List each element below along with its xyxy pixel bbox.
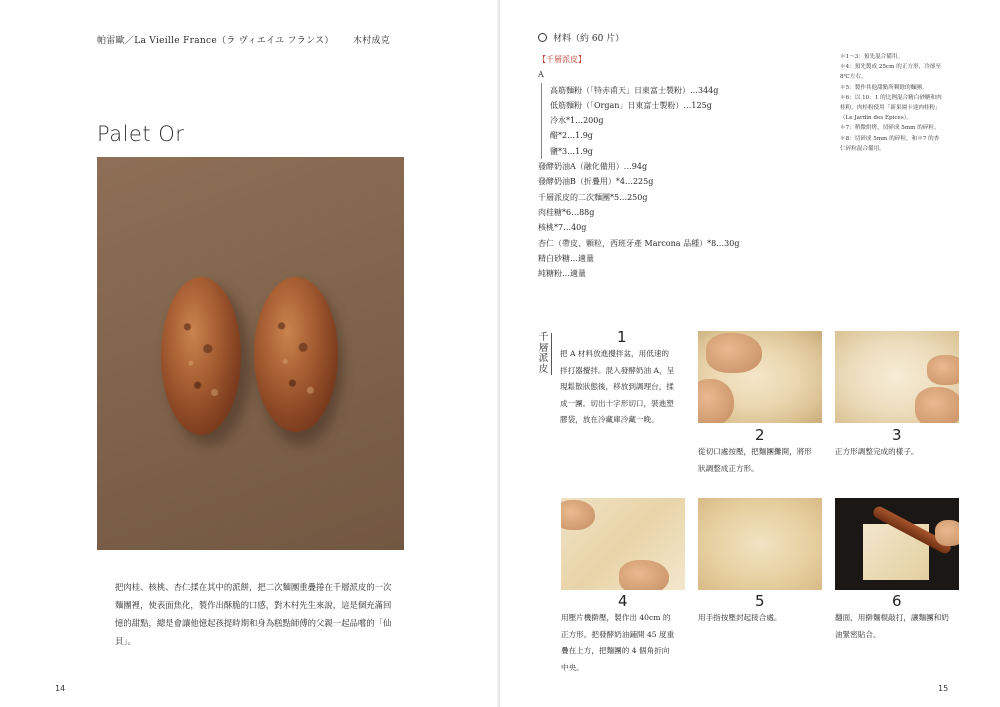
page-title: Palet Or <box>97 122 185 146</box>
step-line: 中央。 <box>561 662 584 672</box>
group-label: A <box>538 70 544 80</box>
method-label: 千層派皮 <box>538 333 552 375</box>
ingredient-item: 杏仁（帶皮、顆粒，西班牙產 Marcona 品種）*8…30g <box>538 238 740 248</box>
intro-line: 憶的甜點，總是會讓他憶起孩提時期和身為糕點師傅的父親一起品嚐的「仙 <box>115 618 392 628</box>
footnote-line: ＊4：預先製成 25cm 的正方形，冷卻至 <box>840 64 941 71</box>
ingredient-item: 發酵奶油B（折疊用）*4…225g <box>538 177 654 187</box>
ingredient-item: 發酵奶油A（融化備用）…94g <box>538 162 648 172</box>
step-line: 翻面，用擀麵棍敲打，讓麵團和奶 <box>835 613 949 622</box>
step-2-photo <box>698 331 822 423</box>
step-line: 膠袋，放在冷藏庫冷藏一晚。 <box>560 415 659 424</box>
intro-line: 貝」。 <box>115 636 136 646</box>
step-line: 正方形調整完成的樣子。 <box>835 447 919 456</box>
intro-line: 把肉桂、核桃、杏仁揉在其中的派餅，把二次麵團重疊捲在千層派皮的一次 <box>115 582 392 592</box>
group-a-items <box>541 83 828 159</box>
step-number: 2 <box>755 426 765 444</box>
step-line: 成一團。切出十字形切口，裝進塑 <box>560 398 674 408</box>
step-line: 把 A 材料放進攪拌盆，用低速的 <box>560 349 670 358</box>
intro-line: 麵團裡，使表面焦化，製作出酥脆的口感，對木村先生來說，這是個充滿回 <box>115 600 392 610</box>
cookie-image <box>161 277 241 435</box>
step-number: 5 <box>755 592 765 610</box>
step-line: 正方形。把發酵奶油鋪開 45 度重 <box>561 629 675 639</box>
step-5-photo <box>698 498 822 590</box>
footnote-line: 桂粉。肉桂粉使用「新果園卡達肉桂粉」 <box>840 105 941 112</box>
ingredients-heading <box>538 31 624 44</box>
page-number: 15 <box>938 684 949 693</box>
ingredient-item: 低筋麵粉（「Organ」日東富士製粉）…125g <box>550 100 712 110</box>
footnote-line: ＊5：製作其他甜點所剩餘的麵團。 <box>840 84 928 91</box>
step-line: 油緊密貼合。 <box>835 629 881 639</box>
step-line: 用壓片機擀壓，製作出 40cm 的 <box>561 613 671 622</box>
ingredient-item: 千層派皮的二次麵團*5…250g <box>538 192 648 202</box>
ingredients-list <box>538 52 828 281</box>
author-name: 木村成克 <box>352 36 391 46</box>
step-line: 用手指按壓封起接合處。 <box>698 613 782 622</box>
step-number: 3 <box>892 426 902 444</box>
ingredient-item: 核桃*7…40g <box>538 223 587 233</box>
running-head <box>97 33 390 46</box>
step-number: 4 <box>618 592 628 610</box>
footnote-line: （Le Jardin des Epices）。 <box>840 115 913 122</box>
ingredient-item: 純糖粉…適量 <box>538 269 586 279</box>
step-line: 從切口處按壓，把麵團攤開，將形 <box>698 447 812 456</box>
ingredient-item: 肉桂糖*6…88g <box>538 207 595 217</box>
ingredient-item: 醋*2…1.9g <box>550 131 593 141</box>
circle-bullet-icon <box>538 33 547 42</box>
product-photo <box>97 157 404 550</box>
step-4-photo <box>561 498 685 590</box>
footnote-line: ＊6：以 10：1 的比例混合精白砂糖和肉 <box>840 94 942 101</box>
step-6-text <box>835 610 965 643</box>
footnote-line: 仁碎粒混合備用。 <box>840 145 885 152</box>
step-2-text <box>698 444 828 477</box>
step-line: 拌打器攪拌。混入發酵奶油 A，呈 <box>560 365 675 375</box>
ingredient-item: 鹽*3…1.9g <box>550 146 593 156</box>
footnote-line: ＊1～3：預先混合備用。 <box>840 54 904 60</box>
footnotes <box>840 52 965 154</box>
step-5-text <box>698 610 828 627</box>
step-number: 1 <box>617 328 627 346</box>
step-line: 疊在上方，把麵團的 4 個角折向 <box>561 646 670 655</box>
step-6-photo <box>835 498 959 590</box>
step-3-text <box>835 444 965 461</box>
step-line: 現鬆散狀態後，移放到調理台，揉 <box>560 382 674 391</box>
ingredients-title: 材料（約 60 片） <box>553 34 625 44</box>
right-page <box>500 0 1000 707</box>
ingredient-item: 精白砂糖…適量 <box>538 253 594 263</box>
ingredient-item: 高筋麵粉（「特赤甫天」日東富士製粉）…344g <box>550 85 719 95</box>
step-1-text <box>560 346 690 429</box>
footnote-line: 8℃左右。 <box>840 74 867 81</box>
cookie-image <box>254 277 338 432</box>
footnote-line: ＊7：稍微烘烤，切碎成 5mm 的碎粒。 <box>840 125 940 132</box>
step-number: 6 <box>892 592 902 610</box>
shop-name: 帕雷歐／La Vieille France（ラ ヴィエイユ フランス） <box>97 36 334 46</box>
ingredient-item: 冷水*1…200g <box>550 116 604 126</box>
step-4-text <box>561 610 691 676</box>
intro-paragraph <box>115 578 405 650</box>
page-number: 14 <box>55 684 66 693</box>
step-line: 狀調整成正方形。 <box>698 463 759 473</box>
footnote-line: ＊8：切碎成 5mm 的碎粒，和＊7 的杏 <box>840 135 940 142</box>
step-3-photo <box>835 331 959 423</box>
section-label: 【千層派皮】 <box>538 55 586 64</box>
